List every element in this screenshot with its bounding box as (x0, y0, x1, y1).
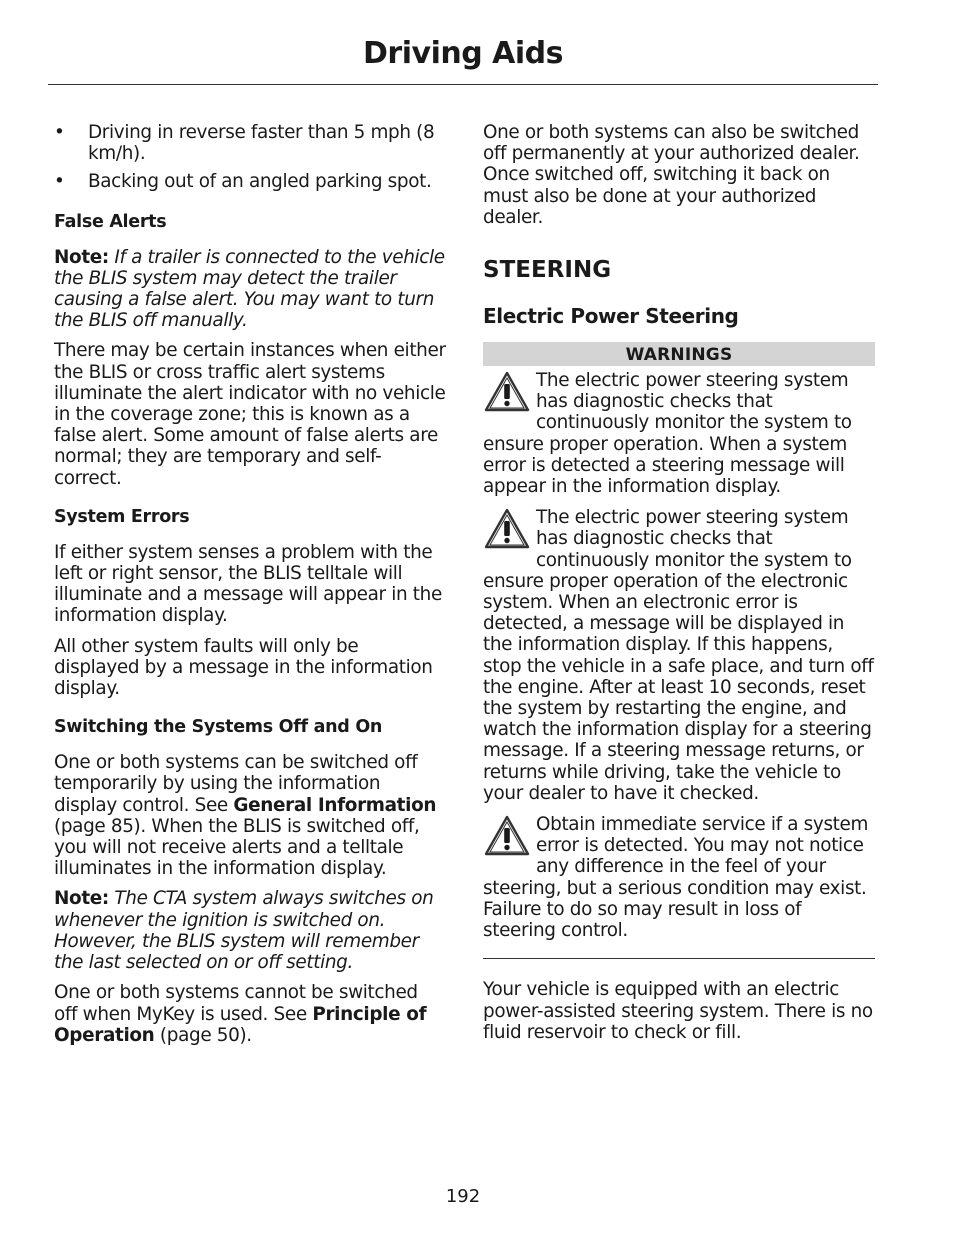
warning-item (483, 507, 875, 804)
dealer-intro: One or both systems can also be switched off permanently at your authorized dealer. Once switched off, switching it back on must also be done at your authorized dealer. (483, 122, 860, 228)
electric-power-steering-heading: Electric Power Steering (483, 304, 739, 329)
bullet-text: Driving in reverse faster than 5 mph (8 km/h). (88, 122, 435, 165)
switching-note (54, 888, 446, 973)
false-alerts-body: There may be certain instances when either the BLIS or cross traffic alert systems illuminate the alert indicator with no vehicle in the coverage zone; this is known as a false alert. Some amount of false alerts are normal; they are temporary and self-correct. (54, 340, 446, 489)
warning-item (483, 370, 875, 497)
switching-p2 (54, 982, 446, 1046)
bullet-text: Backing out of an angled parking spot. (88, 171, 432, 193)
bullet-symbol: • (54, 122, 65, 143)
right-column (483, 122, 875, 1052)
note-text: The CTA system always switches on whenever the ignition is switched on. However, the BLIS system will remember the last selected on or off setting. (54, 888, 434, 974)
note-label: Note: (54, 888, 109, 910)
system-errors-heading: System Errors (54, 506, 190, 527)
warning-triangle-icon (483, 814, 531, 858)
switching-heading: Switching the Systems Off and On (54, 717, 383, 738)
warning-triangle-icon (483, 370, 531, 414)
system-errors-p2: All other system faults will only be displayed by a message in the information display. (54, 635, 433, 700)
text-span: (page 50). (154, 1024, 252, 1046)
warning-item (483, 814, 875, 941)
left-column (54, 122, 446, 1055)
switching-p1 (54, 752, 446, 879)
bullet-item (54, 171, 446, 192)
warning-text: The electric power steering system has diagnostic checks that continuously monitor the system to ensure proper operation of the electronic system. When an electronic error is detected, a message will be displayed in the information display. If this happens, stop the vehicle in a safe place, and turn off the engine. After at least 10 seconds, reset the system by restarting the engine, and watch the information display for a steering message. If a steering message returns, or returns while driving, take the vehicle to your dealer to have it checked. (483, 507, 874, 804)
system-errors-p1: If either system senses a problem with the left or right sensor, the BLIS telltale will illuminate and a message will appear in the information display. (54, 541, 442, 627)
false-alerts-heading: False Alerts (54, 211, 167, 232)
steering-section-title: STEERING (483, 257, 612, 284)
text-span: One or both systems can be switched off temporarily by using the information display control. See (54, 752, 418, 816)
bullet-symbol: • (54, 171, 65, 193)
text-span: One or both systems cannot be switched off when MyKey is used. See (54, 982, 418, 1025)
principle-of-operation-link[interactable]: Principle of Operation (54, 1003, 427, 1046)
warning-text: The electric power steering system has diagnostic checks that continuously monitor the system to ensure proper operation. When a system error is detected a steering message will appear in the information display. (483, 370, 852, 498)
note-label: Note: (54, 246, 109, 268)
text-span: (page 85). When the BLIS is switched off, you will not receive alerts and a telltale illuminates in the information display. (54, 815, 420, 880)
general-information-link[interactable]: General Information (233, 794, 437, 816)
warnings-box (483, 342, 875, 959)
false-alerts-note (54, 247, 446, 332)
steering-closing: Your vehicle is equipped with an electric power-assisted steering system. There is no fluid reservoir to check or fill. (483, 979, 873, 1043)
page-number: 192 (445, 1186, 481, 1207)
bullet-item (54, 122, 446, 164)
page-title: Driving Aids (363, 36, 563, 71)
warning-text: Obtain immediate service if a system error is detected. You may not notice any difference in the feel of your steering, but a serious condition may exist. Failure to do so may result in loss of steering control. (483, 814, 869, 942)
note-text: If a trailer is connected to the vehicle the BLIS system may detect the trailer causing a false alert. You may want to turn the BLIS off manually. (54, 246, 445, 332)
warnings-header: WARNINGS (483, 342, 875, 366)
warning-triangle-icon (483, 507, 531, 551)
title-divider (48, 84, 878, 85)
